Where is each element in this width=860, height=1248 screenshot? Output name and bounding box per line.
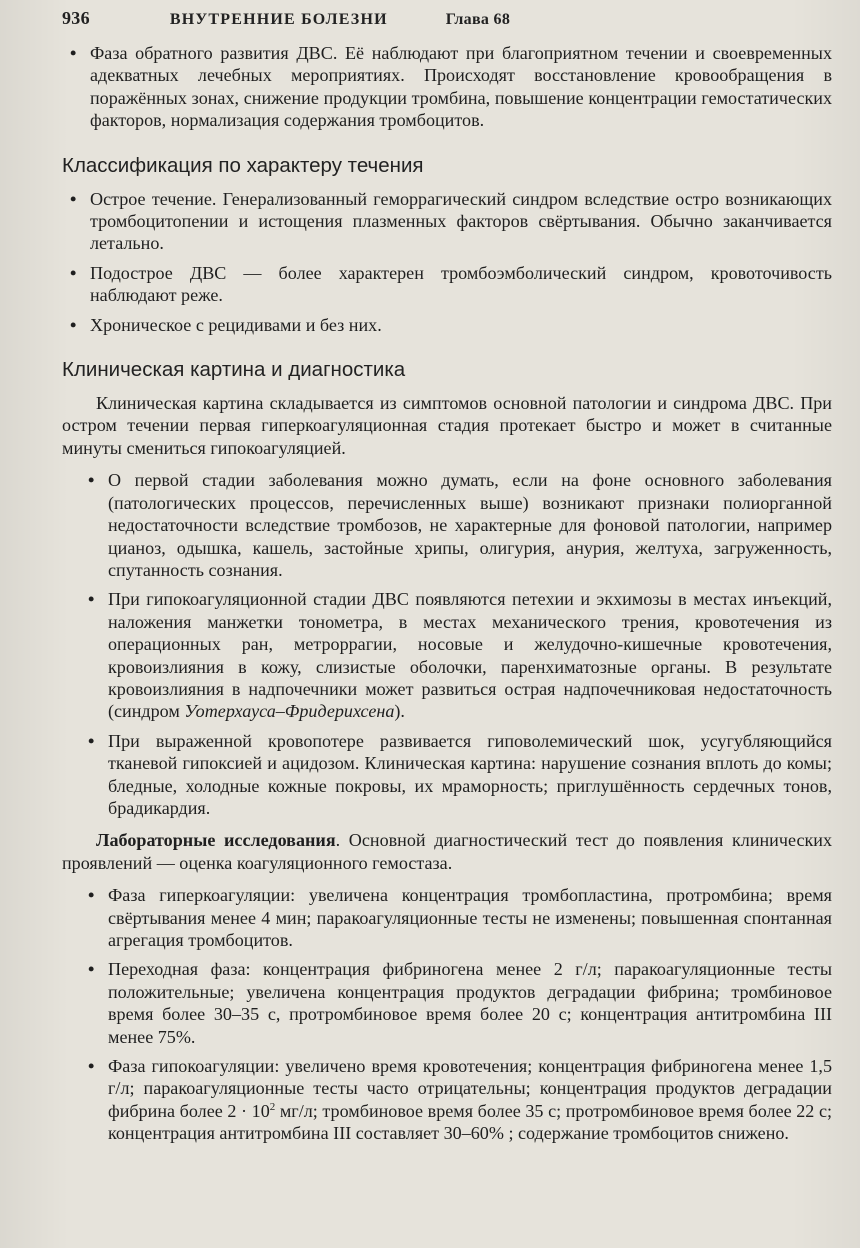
lab-item-transition — [80, 958, 832, 1048]
classification-item-acute-text: Острое течение. Генерализованный геморрагический синдром вследствие остро возникающих тромбоцитопении и истощения плазменных факторов свёртывания. Обычно заканчивается летально. — [90, 188, 832, 254]
clinical-heading: Клиническая картина и диагностика — [62, 358, 406, 382]
clinical-paragraph: Клиническая картина складывается из симптомов основной патологии и синдрома ДВС. При остром течении первая гиперкоагуляционная стадия протекает быстро и может в считанные минуты смениться гипокоагуляцией. — [62, 393, 832, 458]
intro-bullet-item — [62, 42, 832, 132]
lab-item-hypocoagulation-text-before: Фаза гипокоагуляции: увеличено время кровотечения; концентрация фибриногена менее 1,5 г/л; паракоагуляционные тесты часто отрицательны; концентрация продуктов деградации фибрина более 2 · 10 — [108, 1056, 832, 1121]
clinical-item-hypocoagulation-text-before: При гипокоагуляционной стадии ДВС появляются петехии и экхимозы в местах инъекций, наложения манжетки тонометра, в местах механического трения, кровотечения из операционных ран, метроррагии, носовые и желудочно-кишечные кровотечения, кровоизлияния в кожу, слизистые оболочки, паренхиматозные органы. В результате кровоизлияния в надпочечники может развиться острая надпочечниковая недостаточность (синдром — [108, 589, 832, 722]
intro-bullet-text: Фаза обратного развития ДВС. Её наблюдают при благоприятном течении и своевременных адекватных лечебных мероприятиях. Происходят восстановление кровообращения в поражённых зонах, снижение продукции тромбина, повышение концентрации гемостатических факторов, нормализация содержания тромбоцитов. — [90, 43, 832, 131]
lab-paragraph — [62, 829, 832, 874]
classification-heading: Классификация по характеру течения — [62, 153, 424, 177]
clinical-item-blood-loss-text: При выраженной кровопотере развивается гиповолемический шок, усугубляющийся тканевой гипоксией и ацидозом. Клиническая картина: нарушение сознания вплоть до комы; бледные, холодные кожные покровы, их мраморность; приглушённость сердечных тонов, брадикардия. — [108, 730, 832, 818]
running-header — [62, 8, 832, 42]
classification-list — [62, 188, 832, 336]
lab-item-hypocoagulation-text-after: мг/л; тромбиновое время более 35 с; протромбиновое время более 22 с; концентрация антитромбина III составляет 30–60% ; содержание тромбоцитов снижено. — [108, 1100, 832, 1144]
lab-list — [62, 884, 832, 1144]
classification-item-chronic-text: Хроническое с рецидивами и без них. — [90, 314, 382, 335]
clinical-item-blood-loss — [80, 730, 832, 820]
classification-item-subacute — [62, 262, 832, 307]
page-content — [62, 42, 832, 1145]
classification-item-chronic — [62, 314, 832, 336]
clinical-item-hypocoagulation — [80, 588, 832, 722]
book-title: ВНУТРЕННИЕ БОЛЕЗНИ — [169, 11, 388, 28]
clinical-list — [62, 469, 832, 819]
exponent: 2 — [269, 1100, 276, 1113]
lab-item-hypocoagulation — [80, 1055, 832, 1145]
chapter-label: Глава 68 — [445, 11, 511, 28]
classification-item-subacute-text: Подострое ДВС — более характерен тромбоэмболический синдром, кровоточивость наблюдают реже. — [90, 262, 832, 306]
lab-item-transition-text: Переходная фаза: концентрация фибриногена менее 2 г/л; паракоагуляционные тесты положительные; увеличена концентрация продуктов деградации фибрина; тромбиновое время более 30–35 с, протромбиновое время более 20 с; концентрация антитромбина III менее 75%. — [108, 959, 832, 1047]
lab-label: Лабораторные исследования — [96, 830, 336, 851]
lab-item-hypercoagulation — [80, 884, 832, 951]
clinical-item-first-stage — [80, 469, 832, 581]
intro-bullet-list — [62, 42, 832, 132]
lab-item-hypercoagulation-text: Фаза гиперкоагуляции: увеличена концентрация тромбопластина, протромбина; время свёртывания менее 4 мин; паракоагуляционные тесты не изменены; повышенная спонтанная агрегация тромбоцитов. — [108, 885, 832, 950]
classification-item-acute — [62, 188, 832, 255]
syndrome-name: Уотерхауса–Фридерихсена — [184, 701, 395, 722]
lab-text: . Основной диагностический тест до появления клинических проявлений — оценка коагуляционного гемостаза. — [62, 830, 832, 873]
page-number: 936 — [62, 8, 90, 28]
clinical-item-first-stage-text: О первой стадии заболевания можно думать, если на фоне основного заболевания (патологических процессов, перечисленных выше) возникают признаки полиорганной недостаточности вследствие тромбозов, не характерные для фоновой патологии, например цианоз, одышка, кашель, застойные хрипы, олигурия, анурия, желтуха, загруженность, спутанность сознания. — [108, 470, 832, 580]
clinical-item-hypocoagulation-text-after: ). — [394, 701, 405, 722]
